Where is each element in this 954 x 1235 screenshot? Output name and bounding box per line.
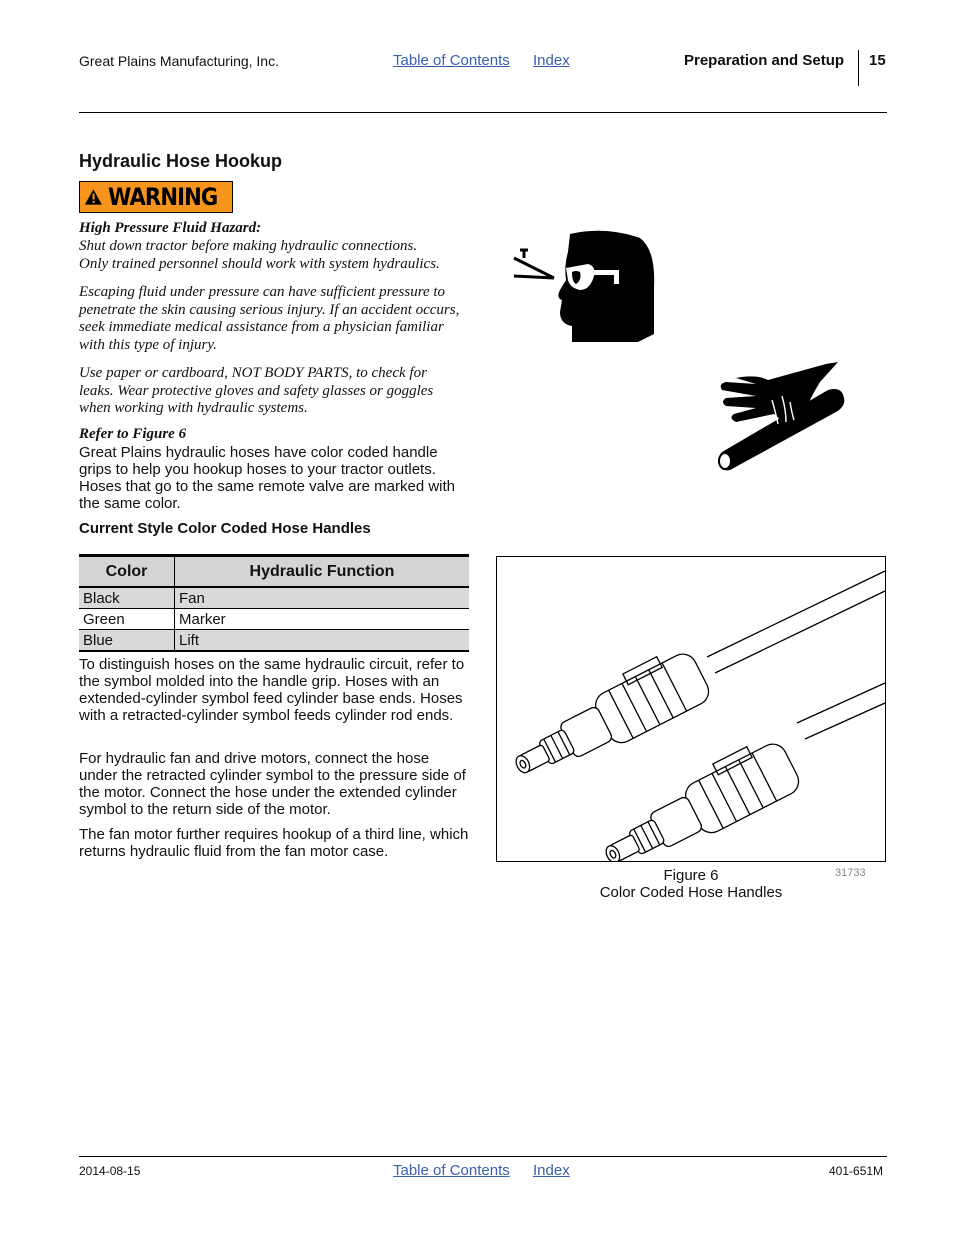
distinguish-paragraph: To distinguish hoses on the same hydraulic circuit, refer to the symbol molded into the handle grip. Hoses with an extended-cylinder symbol feed cylinder base ends. Hoses with a retracted-cylinder symbol feeds cylinder rod ends. xyxy=(79,656,465,724)
art-id: 31733 xyxy=(835,867,866,879)
table-cell: Black xyxy=(79,587,175,609)
header-divider xyxy=(858,50,859,86)
table-row xyxy=(79,630,469,652)
motors-paragraph: For hydraulic fan and drive motors, connect the hose under the retracted cylinder symbol to the pressure side of the motor. Connect the hose under the extended cylinder symbol to the return side of the motor. xyxy=(79,750,466,818)
figure-frame xyxy=(496,556,886,862)
warning-label xyxy=(79,181,233,213)
toc-link-header[interactable]: Table of Contents xyxy=(393,52,510,69)
hazard-line-1: Shut down tractor before making hydraulic connections. xyxy=(79,238,418,254)
table-cell: Lift xyxy=(175,630,470,652)
footer-rule xyxy=(79,1156,887,1157)
hose-color-table xyxy=(79,554,469,652)
doc-number: 401-651M xyxy=(829,1164,884,1178)
hazard-title: High Pressure Fluid Hazard: xyxy=(79,220,262,236)
table-cell: Blue xyxy=(79,630,175,652)
figure-title: Color Coded Hose Handles xyxy=(599,884,783,901)
fan-paragraph: The fan motor further requires hookup of a third line, which returns hydraulic fluid from the fan motor case. xyxy=(79,826,469,860)
figure-number: Figure 6 xyxy=(663,867,719,884)
toc-link-footer[interactable]: Table of Contents xyxy=(393,1162,510,1179)
table-row xyxy=(79,609,469,630)
intro-paragraph: Great Plains hydraulic hoses have color coded handle grips to help you hookup hoses to your tractor outlets. Hoses that go to the same remote valve are marked with the same color. xyxy=(79,444,456,512)
section-name: Preparation and Setup xyxy=(684,52,845,69)
hazard-line-2: Only trained personnel should work with system hydraulics. xyxy=(79,256,440,272)
warning-text: WARNING xyxy=(107,183,218,211)
table-cell: Marker xyxy=(175,609,470,630)
hose-handles-illustration xyxy=(497,557,885,861)
table-row xyxy=(79,587,469,609)
figure-caption xyxy=(496,867,886,901)
company-name: Great Plains Manufacturing, Inc. xyxy=(79,53,279,69)
index-link-footer[interactable]: Index xyxy=(533,1162,570,1179)
footer-date: 2014-08-15 xyxy=(79,1164,141,1178)
table-cell: Fan xyxy=(175,587,470,609)
page-number: 15 xyxy=(869,52,886,69)
table-header: Color xyxy=(79,556,175,588)
table-title: Current Style Color Coded Hose Handles xyxy=(79,520,371,537)
safety-goggles-icon xyxy=(510,228,658,344)
header-rule xyxy=(79,112,887,113)
hazard-paragraph-3: Use paper or cardboard, NOT BODY PARTS, to check for leaks. Wear protective gloves and safety glasses or goggles when working with hydraulic systems. xyxy=(79,365,434,416)
table-cell: Green xyxy=(79,609,175,630)
warning-triangle-icon xyxy=(84,187,103,207)
hazard-paragraph-2: Escaping fluid under pressure can have sufficient pressure to penetrate the skin causing serious injury. If an accident occurs, seek immediate medical assistance from a physician familiar with this type of injury. xyxy=(79,284,460,353)
hand-injection-icon xyxy=(716,360,850,472)
figure-reference: Refer to Figure 6 xyxy=(79,426,187,442)
table-header-row xyxy=(79,556,469,588)
table-header: Hydraulic Function xyxy=(175,556,470,588)
section-title: Hydraulic Hose Hookup xyxy=(79,151,283,171)
index-link-header[interactable]: Index xyxy=(533,52,570,69)
